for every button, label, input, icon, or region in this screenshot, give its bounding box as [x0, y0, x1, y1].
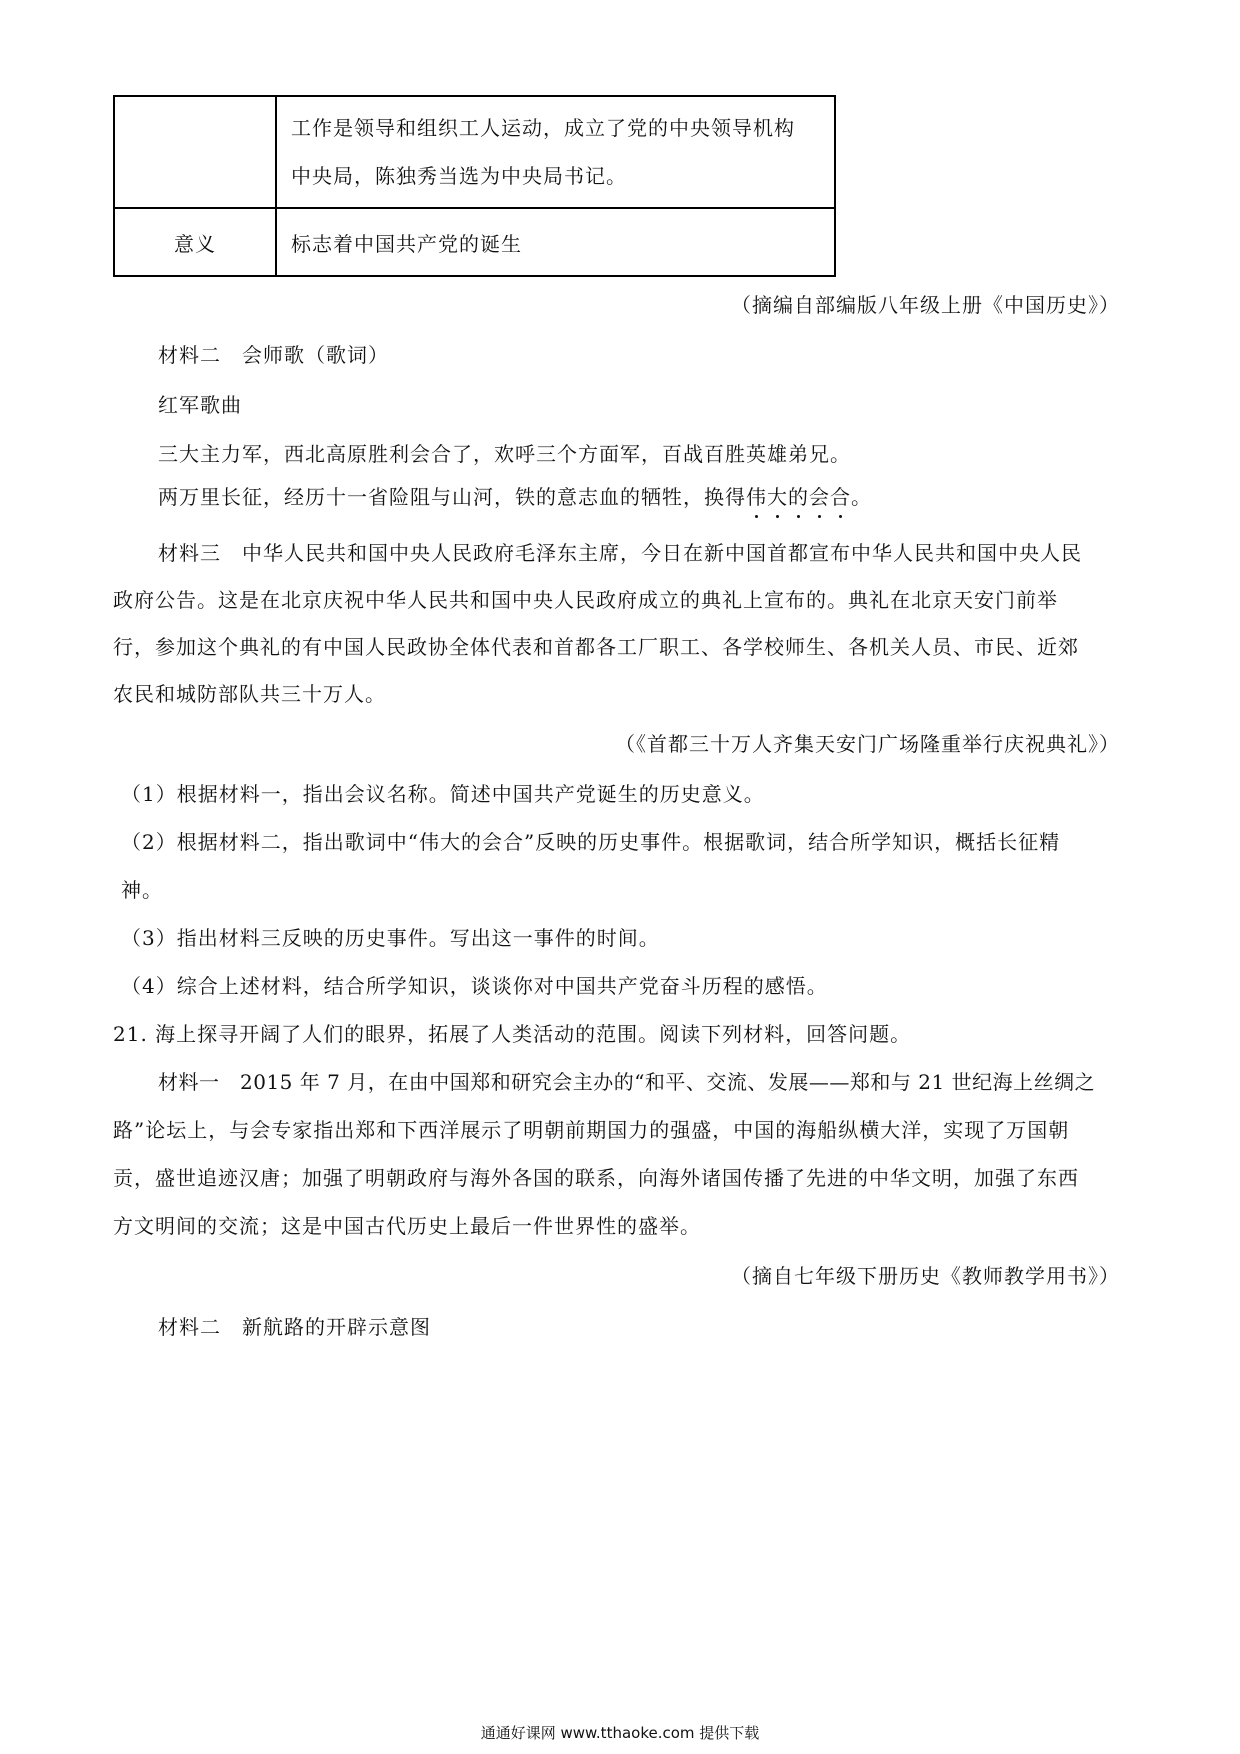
lyrics-line — [158, 481, 872, 510]
question-21-title: 21. 海上探寻开阔了人们的眼界，拓展了人类活动的范围。阅读下列材料，回答问题。 — [113, 1022, 912, 1046]
emphasis-char: 会 — [809, 481, 830, 510]
lyrics-text: 两万里长征，经历十一省险阻与山河，铁的意志血的牺牲，换得 — [158, 485, 746, 509]
question-3: （3）指出材料三反映的历史事件。写出这一事件的时间。 — [121, 926, 660, 950]
lyrics-line: 三大主力军，西北高原胜利会合了，欢呼三个方面军，百战百胜英雄弟兄。 — [158, 442, 851, 466]
material1-table — [113, 95, 836, 277]
q21-material1-line: 贡，盛世追迹汉唐；加强了明朝政府与海外各国的联系，向海外诸国传播了先进的中华文明，加强了东西 — [113, 1166, 1079, 1190]
question-4: （4）综合上述材料，结合所学知识，谈谈你对中国共产党奋斗历程的感悟。 — [121, 974, 828, 998]
emphasis-char: 合 — [830, 481, 851, 510]
emphasis-char: 的 — [788, 481, 809, 510]
material2-heading: 材料二 会师歌（歌词） — [158, 343, 389, 367]
table-cell-empty — [114, 96, 276, 208]
material2-subtitle: 红军歌曲 — [158, 393, 242, 417]
table-row — [114, 96, 835, 208]
table-cell-line: 中央局，陈独秀当选为中央局书记。 — [291, 164, 627, 188]
material3-line: 材料三 中华人民共和国中央人民政府毛泽东主席，今日在新中国首都宣布中华人民共和国中央人民 — [158, 541, 1082, 565]
material3-line: 行，参加这个典礼的有中国人民政协全体代表和首都各工厂职工、各学校师生、各机关人员、市民、近郊 — [113, 635, 1079, 659]
question-2: （2）根据材料二，指出歌词中“伟大的会合”反映的历史事件。根据歌词，结合所学知识，概括长征精 — [121, 830, 1061, 854]
q21-material2-heading: 材料二 新航路的开辟示意图 — [158, 1315, 431, 1339]
emphasis-char: 伟 — [746, 481, 767, 510]
source-citation: （摘自七年级下册历史《教师教学用书》） — [731, 1264, 1120, 1288]
table-cell-label: 意义 — [114, 208, 276, 276]
question-1: （1）根据材料一，指出会议名称。简述中国共产党诞生的历史意义。 — [121, 782, 765, 806]
lyrics-text: 。 — [851, 485, 872, 509]
material3-line: 政府公告。这是在北京庆祝中华人民共和国中央人民政府成立的典礼上宣布的。典礼在北京天安门前举 — [113, 588, 1058, 612]
q21-material1-line: 路”论坛上，与会专家指出郑和下西洋展示了明朝前期国力的强盛，中国的海船纵横大洋，实现了万国朝 — [113, 1118, 1070, 1142]
emphasis-char: 大 — [767, 481, 788, 510]
table-cell-line: 工作是领导和组织工人运动，成立了党的中央领导机构 — [291, 116, 795, 140]
material3-line: 农民和城防部队共三十万人。 — [113, 682, 386, 706]
source-citation: （摘编自部编版八年级上册《中国历史》） — [731, 293, 1120, 317]
source-citation: （《首都三十万人齐集天安门广场隆重举行庆祝典礼》） — [615, 732, 1120, 756]
table-cell-content — [276, 96, 835, 208]
table-row — [114, 208, 835, 276]
q21-material1-line: 材料一 2015 年 7 月，在由中国郑和研究会主办的“和平、交流、发展——郑和与 21 世纪海上丝绸之 — [158, 1070, 1096, 1094]
question-2-cont: 神。 — [121, 878, 163, 902]
page-footer: 通通好课网 www.tthaoke.com 提供下载 — [480, 1724, 760, 1742]
q21-material1-line: 方文明间的交流；这是中国古代历史上最后一件世界性的盛举。 — [113, 1214, 701, 1238]
table-cell-content: 标志着中国共产党的诞生 — [276, 208, 835, 276]
